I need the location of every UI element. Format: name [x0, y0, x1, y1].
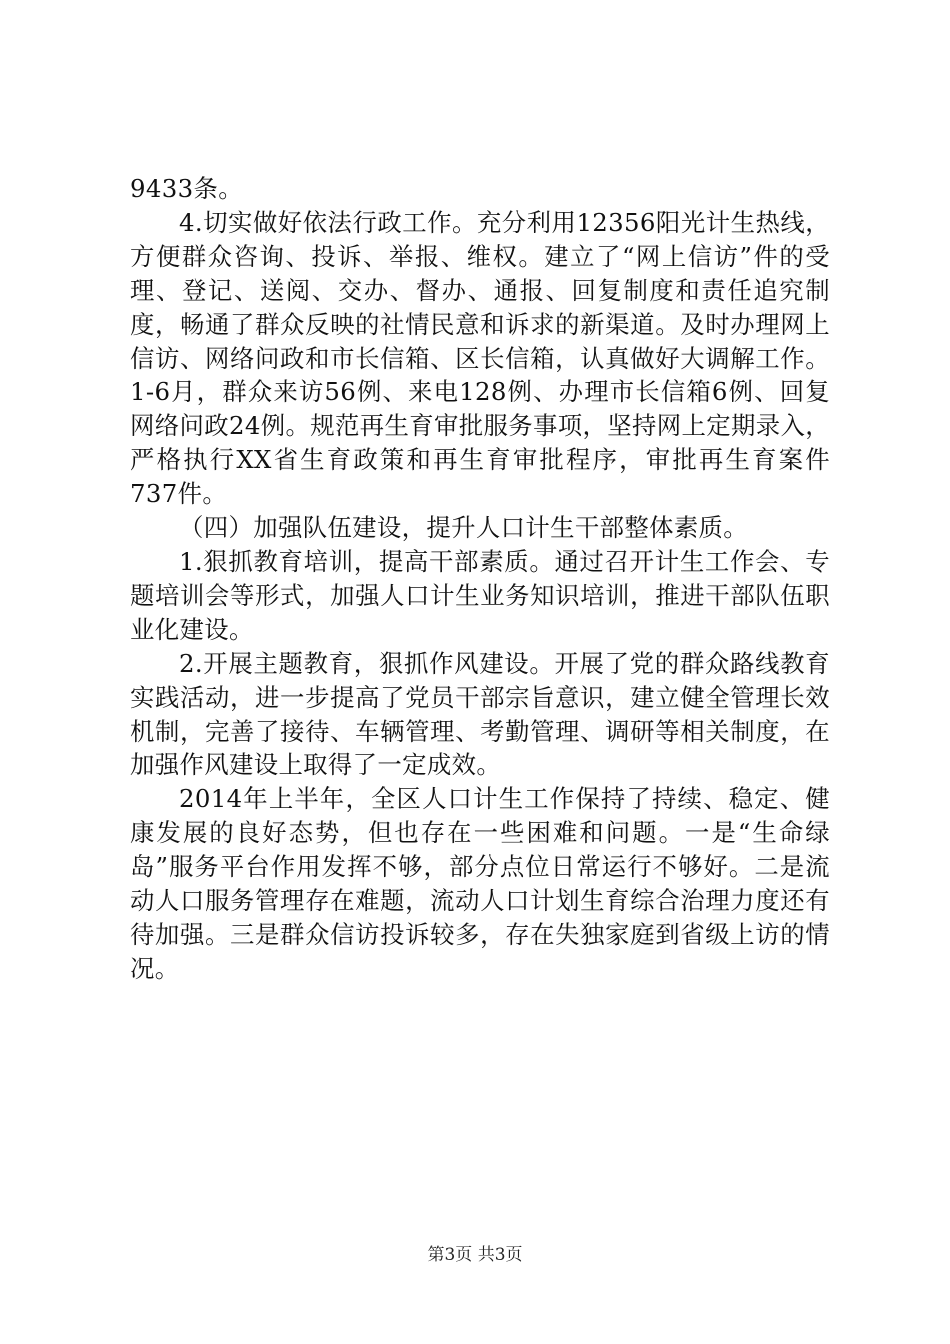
section-heading-team-building: （四）加强队伍建设，提升人口计生干部整体素质。	[179, 513, 749, 543]
document-body	[130, 172, 830, 986]
paragraph-summary-problems: 2014年上半年，全区人口计生工作保持了持续、稳定、健康发展的良好态势，但也存在一些困难和问题。一是“生命绿岛”服务平台作用发挥不够，部分点位日常运行不够好。二是流动人口服务管理存在难题，流动人口计划生育综合治理力度还有待加强。三是群众信访投诉较多，存在失独家庭到省级上访的情况。	[130, 784, 830, 983]
paragraph-theme-education: 2.开展主题教育，狠抓作风建设。开展了党的群众路线教育实践活动，进一步提高了党员干部宗旨意识，建立健全管理长效机制，完善了接待、车辆管理、考勤管理、调研等相关制度，在加强作风建设上取得了一定成效。	[130, 648, 830, 780]
paragraph-legal-administration: 4.切实做好依法行政工作。充分利用12356阳光计生热线，方便群众咨询、投诉、举报、维权。建立了“网上信访”件的受理、登记、送阅、交办、督办、通报、回复制度和责任追究制度，畅通了群众反映的社情民意和诉求的新渠道。及时办理网上信访、网络问政和市长信箱、区长信箱，认真做好大调解工作。1-6月，群众来访56例、来电128例、办理市长信箱6例、回复网络问政24例。规范再生育审批服务事项，坚持网上定期录入，严格执行XX省生育政策和再生育审批程序，审批再生育案件737件。	[130, 207, 830, 509]
page-footer: 第3页 共3页	[427, 1245, 523, 1265]
paragraph-education-training: 1.狠抓教育培训，提高干部素质。通过召开计生工作会、专题培训会等形式，加强人口计生业务知识培训，推进干部队伍职业化建设。	[130, 546, 830, 644]
paragraph-continuation: 9433条。	[130, 174, 243, 203]
